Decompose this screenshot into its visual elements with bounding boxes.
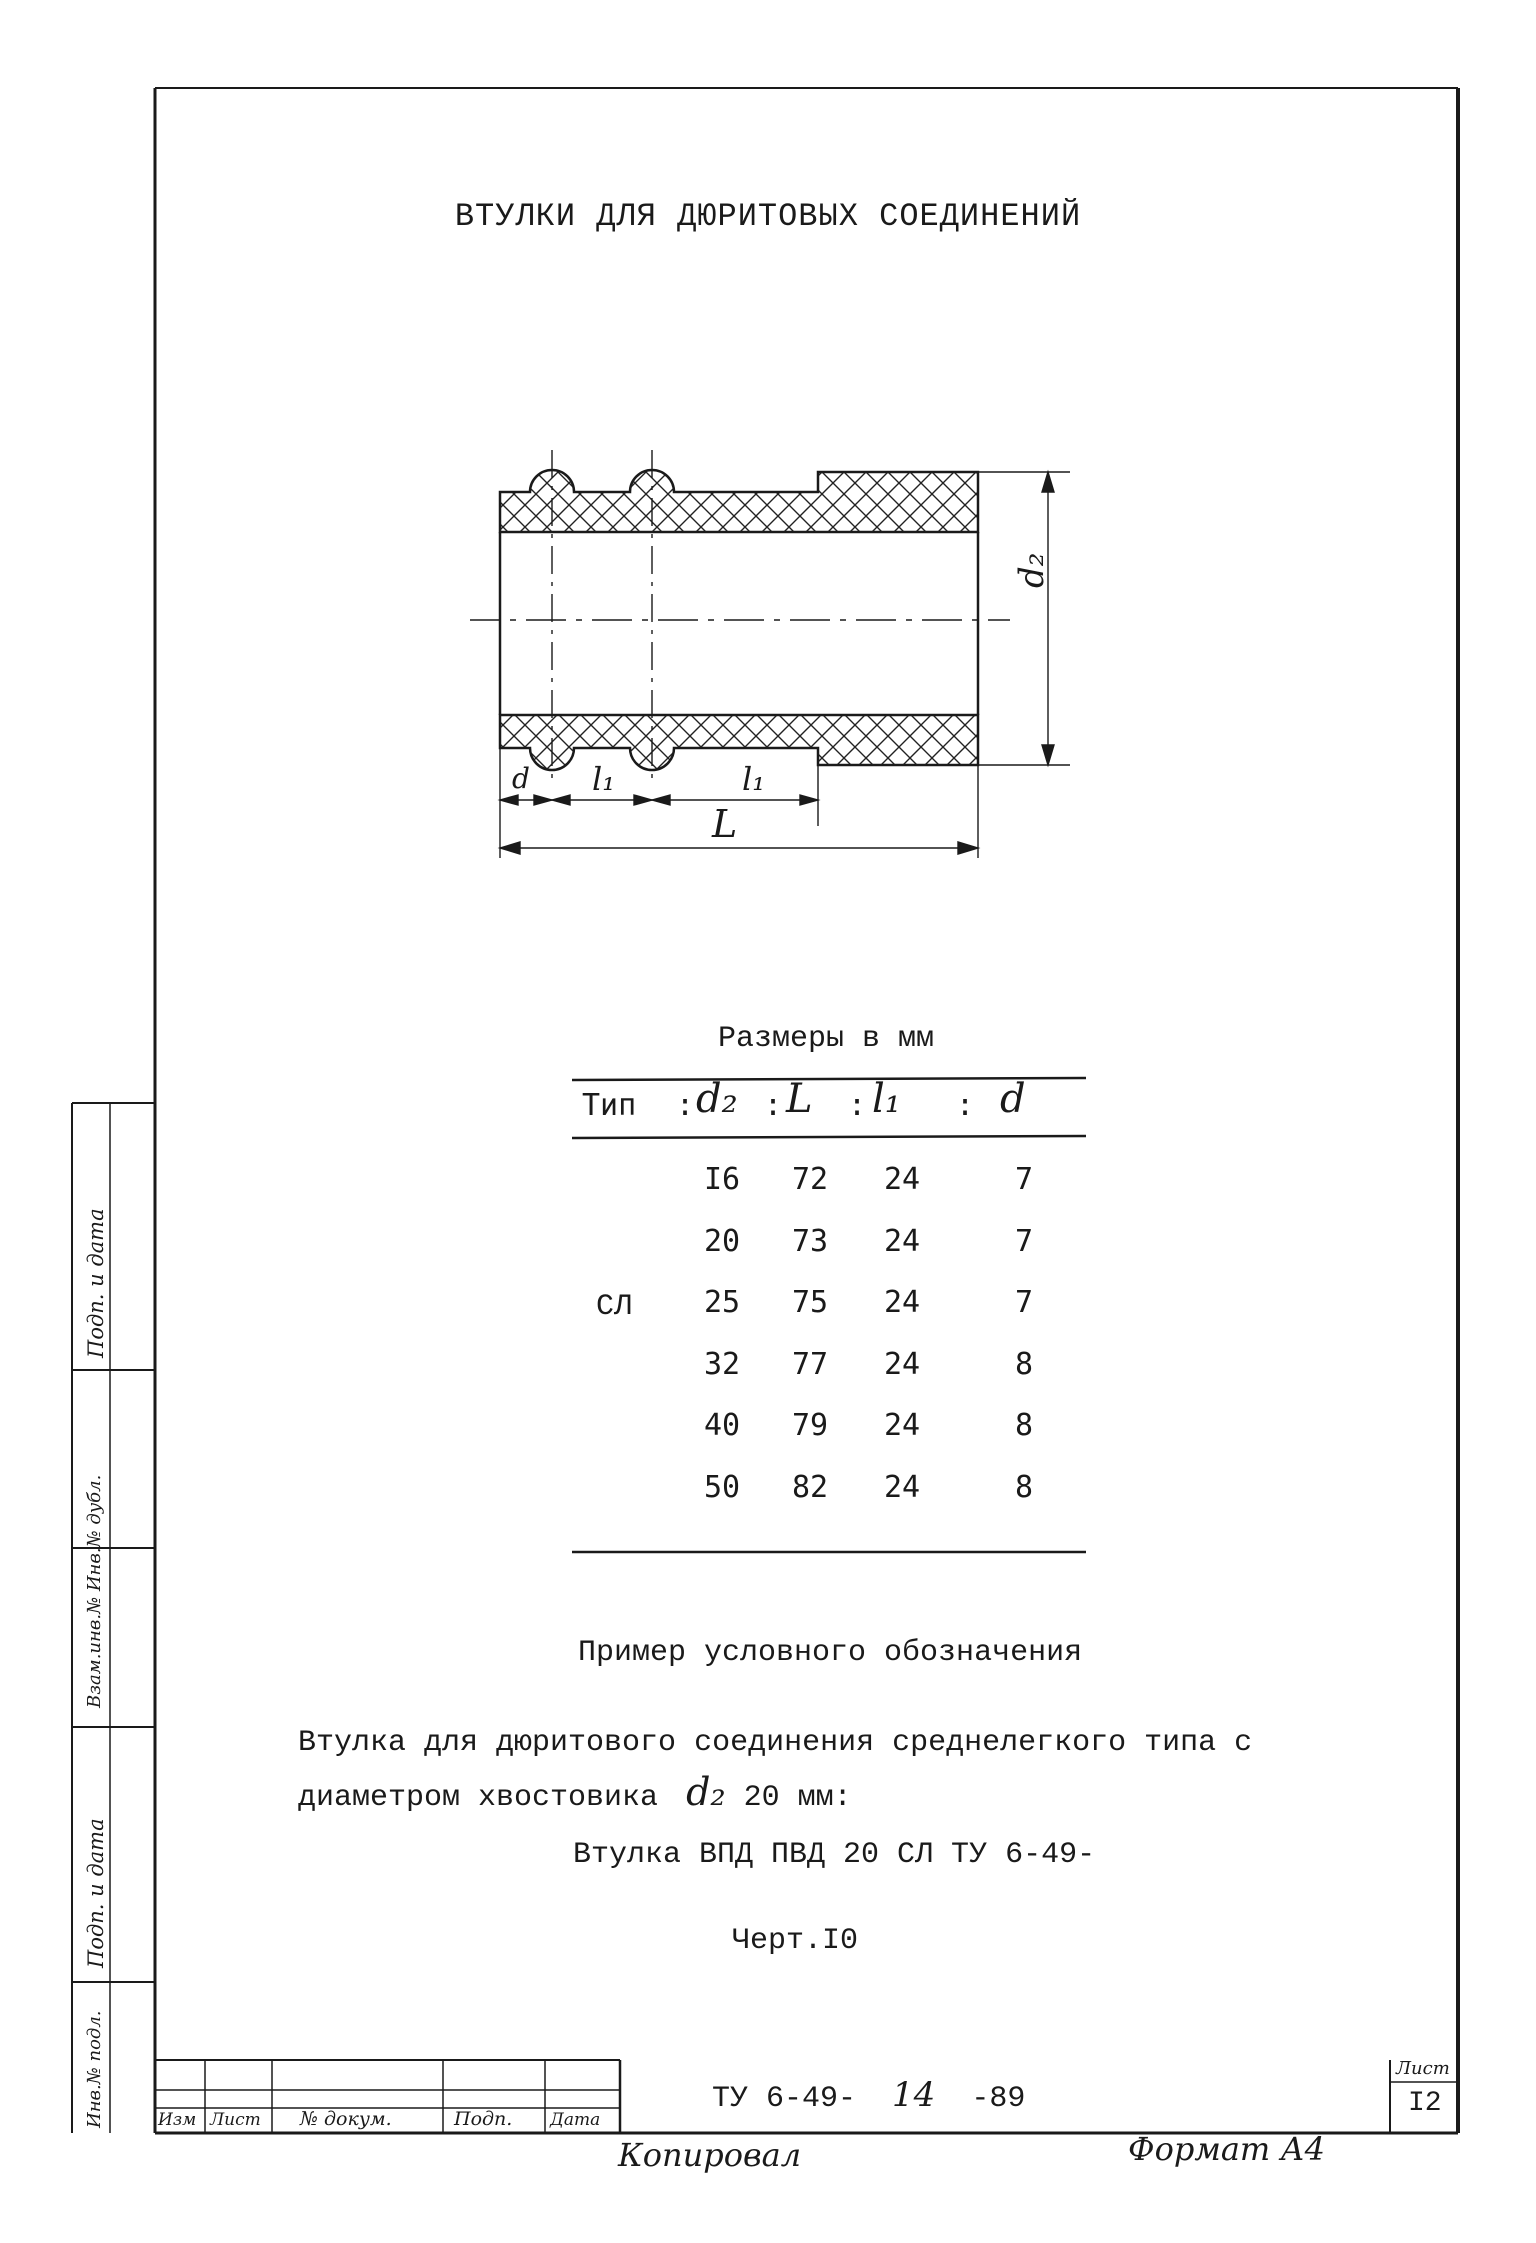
example-line-2-prefix: диаметром хвостовика xyxy=(298,1781,659,1815)
bottom-wall-section xyxy=(500,715,978,770)
side-label-sign-date-top: Подп. и дата xyxy=(84,1208,108,1358)
sheet-number: I2 xyxy=(1408,2088,1442,2119)
cell-d2: 40 xyxy=(703,1408,741,1443)
doc-code-prefix: ТУ 6-49- xyxy=(712,2082,857,2116)
bushing-drawing xyxy=(470,450,1090,870)
side-label-replace-inv: Взам.инв.№ Инв.№ дубл. xyxy=(84,1474,105,1708)
doc-code xyxy=(712,2075,1025,2116)
cell-L: 72 xyxy=(791,1162,829,1197)
cell-d2: 25 xyxy=(703,1285,741,1320)
col-doc-number: № докум. xyxy=(300,2108,392,2130)
header-type: Тип xyxy=(582,1088,637,1123)
format-stamp: Формат А4 xyxy=(1128,2130,1326,2168)
cell-l1: 24 xyxy=(883,1223,921,1259)
cell-d2: I6 xyxy=(703,1162,741,1197)
cell-d2: 20 xyxy=(703,1223,741,1259)
cell-L: 73 xyxy=(791,1223,829,1259)
header-L: L xyxy=(786,1076,813,1122)
copied-stamp: Копировал xyxy=(618,2136,802,2174)
label-d2: d₂ xyxy=(1012,552,1052,588)
cell-d: 7 xyxy=(1014,1223,1034,1259)
example-d2-symbol: d₂ xyxy=(686,1770,726,1814)
side-label-inv-orig: Инв.№ подл. xyxy=(84,2010,105,2128)
side-label-sign-date-bottom: Подп. и дата xyxy=(84,1818,108,1968)
cell-l1: 24 xyxy=(883,1162,921,1197)
cell-d: 8 xyxy=(1014,1408,1034,1443)
label-l1-first: l₁ xyxy=(592,760,616,798)
cell-L: 82 xyxy=(791,1469,829,1505)
example-line-1: Втулка для дюритового соединения среднелегкого типа с xyxy=(298,1726,1253,1760)
cell-L: 75 xyxy=(791,1285,829,1320)
cell-L: 79 xyxy=(791,1408,829,1443)
type-value: СЛ xyxy=(596,1290,633,1324)
sheet-label: Лист xyxy=(1396,2058,1450,2079)
cell-d2: 50 xyxy=(703,1469,741,1505)
col-sign: Подп. xyxy=(454,2108,513,2130)
cell-l1: 24 xyxy=(883,1408,921,1443)
header-d2: d₂ xyxy=(696,1076,738,1122)
table-caption: Размеры в мм xyxy=(718,1022,935,1056)
header-l1: l₁ xyxy=(872,1076,901,1122)
label-L: L xyxy=(712,802,738,846)
example-heading: Пример условного обозначения xyxy=(578,1636,1083,1670)
header-d: d xyxy=(1000,1076,1026,1122)
example-line-2 xyxy=(298,1770,852,1815)
doc-code-suffix: -89 xyxy=(971,2082,1026,2116)
col-date: Дата xyxy=(550,2110,601,2130)
doc-code-number: 14 xyxy=(892,2075,936,2115)
label-l1-second: l₁ xyxy=(742,760,766,798)
cell-d: 8 xyxy=(1014,1346,1034,1382)
cell-l1: 24 xyxy=(883,1346,921,1382)
cell-l1: 24 xyxy=(883,1469,921,1505)
top-wall-section xyxy=(500,470,978,532)
label-d: d xyxy=(512,762,530,795)
cell-d2: 32 xyxy=(703,1346,741,1382)
page-title: ВТУЛКИ ДЛЯ ДЮРИТОВЫХ СОЕДИНЕНИЙ xyxy=(454,198,1082,235)
cell-d: 7 xyxy=(1014,1285,1034,1320)
col-list: Лист xyxy=(210,2110,261,2130)
example-designation: Втулка ВПД ПВД 20 СЛ ТУ 6-49- xyxy=(573,1838,1096,1872)
cell-l1: 24 xyxy=(883,1285,921,1320)
cell-L: 77 xyxy=(791,1346,829,1382)
drawing-reference: Черт.I0 xyxy=(732,1924,859,1958)
cell-d: 7 xyxy=(1014,1162,1034,1197)
col-izm: Изм xyxy=(158,2110,197,2130)
cell-d: 8 xyxy=(1014,1469,1034,1505)
example-line-2-suffix: 20 мм: xyxy=(743,1781,852,1815)
